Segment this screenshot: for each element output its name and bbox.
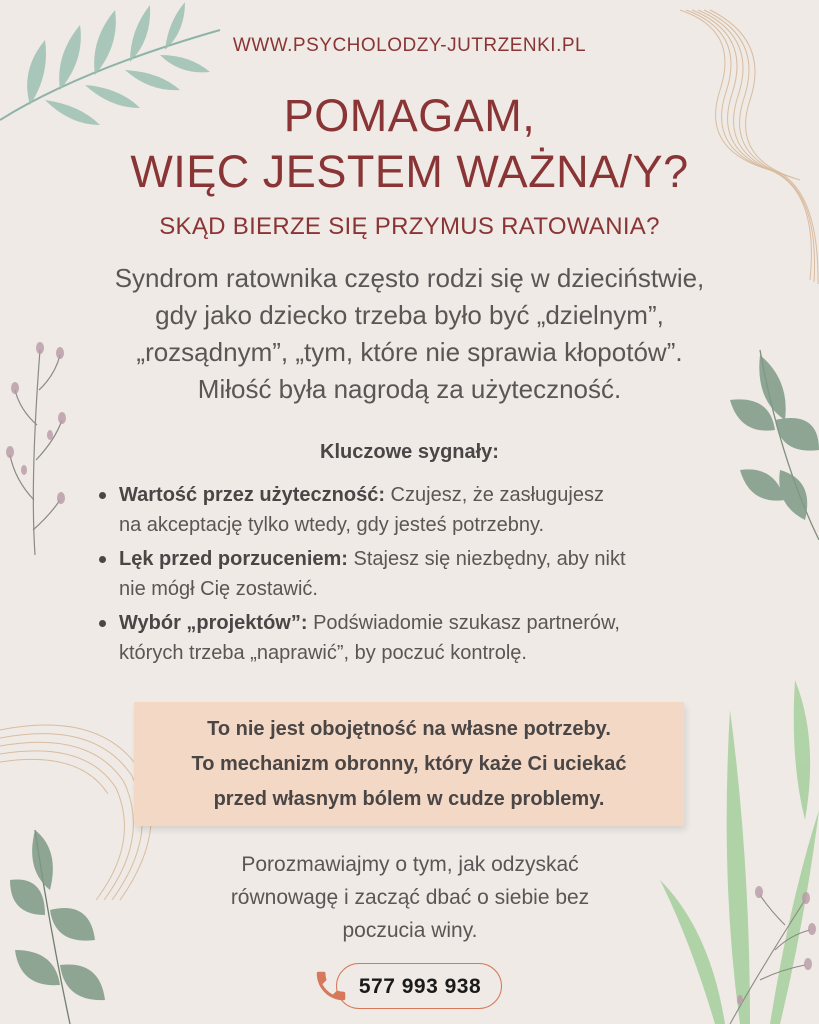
intro-paragraph [40, 260, 779, 408]
intro-line-3: „rozsądnym”, „tym, które nie sprawia kłopotów”. [136, 337, 683, 367]
signal-label: Wartość przez użyteczność: [119, 484, 385, 506]
list-item [97, 608, 757, 668]
intro-line-1: Syndrom ratownika często rodzi się w dzieciństwie, [114, 263, 705, 293]
title-line-2: WIĘC JESTEM WAŻNA/Y? [130, 146, 689, 197]
outro-line-2: równowagę i zacząć dbać o siebie bez [230, 886, 590, 909]
intro-line-4: Miłość była nagrodą za użyteczność. [197, 374, 622, 404]
signal-line-2: nie mógł Cię zostawić. [119, 578, 318, 600]
signal-line-1 [119, 544, 757, 574]
highlight-note-text [134, 712, 684, 817]
signal-line-2: na akceptację tylko wtedy, gdy jesteś potrzebny. [119, 514, 545, 536]
title-line-1: POMAGAM, [283, 90, 536, 141]
outro-line-3: poczucia winy. [342, 919, 478, 942]
intro-line-2: gdy jako dziecko trzeba było być „dzielnym”, [155, 300, 664, 330]
bullet-icon [99, 492, 106, 499]
note-line-3: przed własnym bólem w cudze problemy. [213, 788, 605, 810]
phone-number[interactable]: 577 993 938 [358, 975, 482, 998]
website-url[interactable]: WWW.PSYCHOLODZY-JUTRZENKI.PL [232, 35, 587, 56]
signals-list [97, 480, 757, 672]
signals-heading: Kluczowe sygnały: [320, 441, 499, 463]
page-title [0, 88, 819, 200]
signal-line-1 [119, 480, 757, 510]
list-item [97, 544, 757, 604]
page-subtitle: SKĄD BIERZE SIĘ PRZYMUS RATOWANIA? [159, 213, 660, 240]
signal-line-1 [119, 608, 757, 638]
outro-paragraph [160, 848, 660, 947]
bullet-icon [99, 556, 106, 563]
signal-text: Czujesz, że zasługujesz [385, 484, 604, 506]
note-line-1: To nie jest obojętność na własne potrzeby. [207, 718, 611, 740]
signal-text: Podświadomie szukasz partnerów, [307, 612, 620, 634]
note-line-2: To mechanizm obronny, który każe Ci uciekać [191, 753, 627, 775]
outro-line-1: Porozmawiajmy o tym, jak odzyskać [241, 853, 579, 876]
signal-line-2: których trzeba „naprawić”, by poczuć kontrolę. [119, 642, 527, 664]
bullet-icon [99, 620, 106, 627]
signal-text: Stajesz się niezbędny, aby nikt [347, 548, 626, 570]
signal-label: Wybór „projektów”: [119, 612, 308, 634]
list-item [97, 480, 757, 540]
signal-label: Lęk przed porzuceniem: [119, 548, 348, 570]
